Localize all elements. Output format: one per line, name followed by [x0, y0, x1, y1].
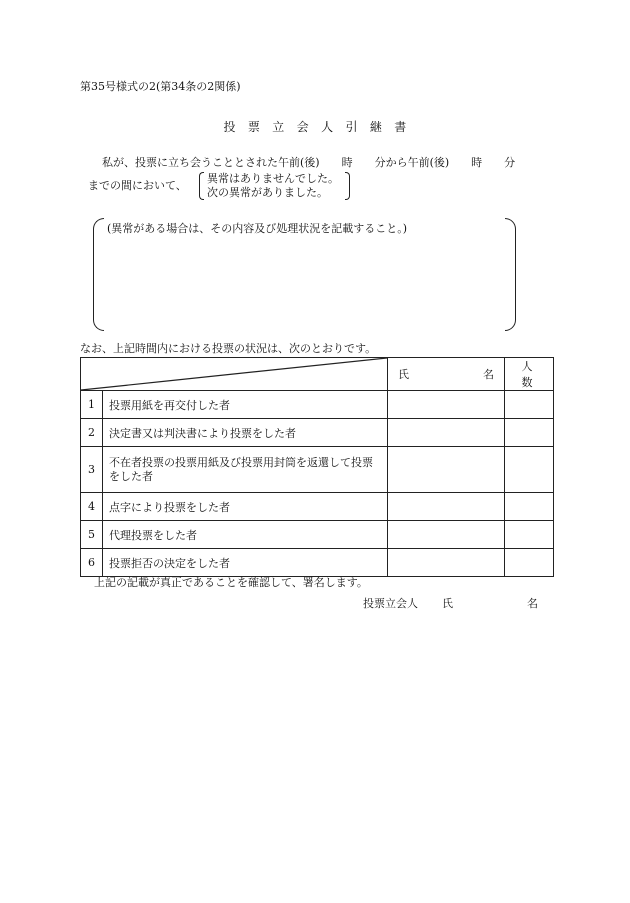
note-right-bracket: [505, 218, 516, 331]
row-label: 代理投票をした者: [103, 521, 388, 549]
row-number: 4: [81, 493, 103, 521]
table-row: [81, 549, 554, 577]
header-name: [388, 358, 505, 391]
statement-line-prefix: までの間において、: [88, 179, 187, 192]
table-row: [81, 447, 554, 493]
table-row: [81, 391, 554, 419]
header-name-2: 名: [483, 368, 494, 381]
table-row: [81, 419, 554, 447]
header-count: 人 数: [505, 358, 554, 391]
diagonal-line: [81, 358, 387, 390]
row-number: 3: [81, 447, 103, 493]
row-number: 6: [81, 549, 103, 577]
note-left-bracket: [93, 218, 104, 331]
document-title: 投 票 立 会 人 引 継 書: [223, 120, 407, 134]
row-count-cell[interactable]: [505, 419, 554, 447]
diagonal-header-cell: [81, 358, 388, 391]
signature-role: 投票立会人: [363, 597, 418, 610]
row-number: 1: [81, 391, 103, 419]
row-number: 5: [81, 521, 103, 549]
row-label: 不在者投票の投票用紙及び投票用封筒を返還して投票をした者: [103, 447, 388, 493]
option-no-abnormality: 異常はありませんでした。: [207, 172, 339, 185]
table-row: [81, 521, 554, 549]
abnormality-instruction: (異常がある場合は、その内容及び処理状況を記載すること。): [107, 222, 408, 235]
table-row: [81, 493, 554, 521]
signature-name-2: 名: [527, 597, 538, 610]
form-number: 第35号様式の2(第34条の2関係): [80, 80, 241, 93]
signature-name-1: 氏: [442, 597, 453, 610]
confirmation-text: 上記の記載が真正であることを確認して、署名します。: [94, 576, 368, 589]
row-label: 点字により投票をした者: [103, 493, 388, 521]
row-label: 投票用紙を再交付した者: [103, 391, 388, 419]
row-count-cell[interactable]: [505, 549, 554, 577]
header-name-1: 氏: [398, 368, 409, 381]
signature-line: [363, 597, 538, 611]
row-count-cell[interactable]: [505, 493, 554, 521]
row-name-cell[interactable]: [388, 447, 505, 493]
row-count-cell[interactable]: [505, 521, 554, 549]
status-intro: なお、上記時間内における投票の状況は、次のとおりです。: [80, 342, 377, 355]
row-number: 2: [81, 419, 103, 447]
option-abnormality: 次の異常がありました。: [207, 186, 328, 199]
row-name-cell[interactable]: [388, 521, 505, 549]
right-bracket: [345, 172, 350, 200]
row-count-cell[interactable]: [505, 391, 554, 419]
statement-line: 私が、投票に立ち会うこととされた午前(後) 時 分から午前(後) 時 分: [102, 156, 516, 169]
table-header-row: [81, 358, 554, 391]
row-name-cell[interactable]: [388, 493, 505, 521]
row-name-cell[interactable]: [388, 419, 505, 447]
row-name-cell[interactable]: [388, 549, 505, 577]
row-label: 決定書又は判決書により投票をした者: [103, 419, 388, 447]
row-count-cell[interactable]: [505, 447, 554, 493]
row-label: 投票拒否の決定をした者: [103, 549, 388, 577]
row-name-cell[interactable]: [388, 391, 505, 419]
voting-status-table: [80, 357, 554, 577]
left-bracket: [199, 172, 204, 200]
